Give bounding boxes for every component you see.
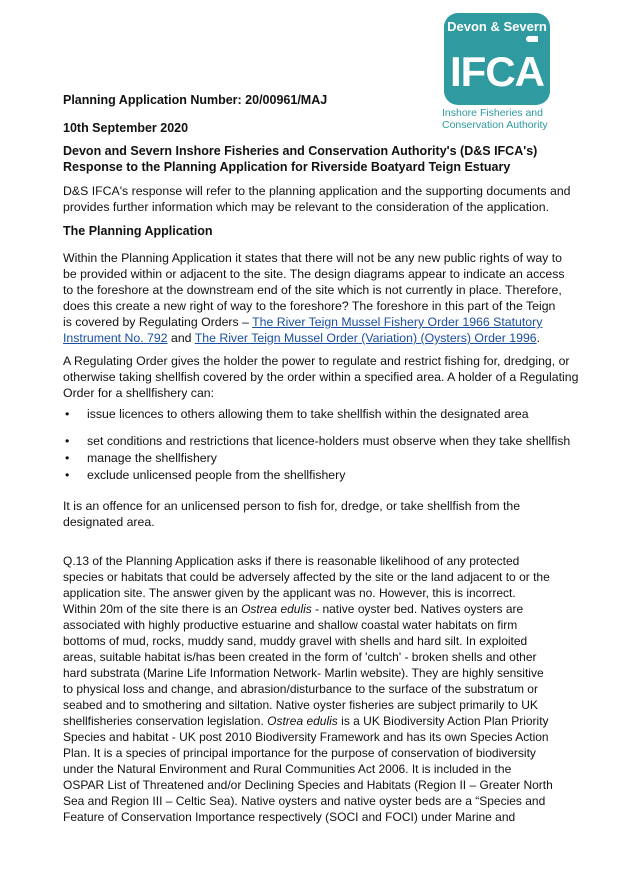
response-title-line-2: Response to the Planning Application for Riverside Boatyard Teign Estuary xyxy=(63,160,511,174)
document-date: 10th September 2020 xyxy=(63,121,189,135)
p4-line-4 xyxy=(63,601,553,617)
mussel-fishery-order-link[interactable]: The River Teign Mussel Fishery Order 1966 Statutory xyxy=(252,315,543,329)
p4-line-7: areas, suitable habitat is/has been created in the form of 'cultch' - broken shells and other xyxy=(63,650,537,664)
species-name: Ostrea edulis xyxy=(267,714,338,728)
p4-line-4-post: - native oyster bed. Natives oysters are xyxy=(311,602,524,616)
offence-paragraph xyxy=(63,498,520,530)
p2-line-2: otherwise taking shellfish covered by the order within a specified area. A holder of a Regulating xyxy=(63,370,579,384)
p1-line-3: to the foreshore at the downstream end of the site which is not currently in place. Therefore, xyxy=(63,283,562,297)
p1-line-5-text: is covered by Regulating Orders – xyxy=(63,315,253,329)
p2-line-3: Order for a shellfishery can: xyxy=(63,386,215,400)
mussel-variation-order-link[interactable]: The River Teign Mussel Order (Variation) (Oysters) Order 1996 xyxy=(194,331,537,345)
species-name: Ostrea edulis xyxy=(241,602,312,616)
p3-line-2: designated area. xyxy=(63,515,155,529)
oyster-paragraph xyxy=(63,553,553,825)
p2-line-1: A Regulating Order gives the holder the power to regulate and restrict fishing for, dredging, or xyxy=(63,354,570,368)
p4-line-1: Q.13 of the Planning Application asks if there is reasonable likelihood of any protected xyxy=(63,554,520,568)
p4-line-11-post: is a UK Biodiversity Action Plan Priority xyxy=(337,714,549,728)
p4-line-3: application site. The answer given by the applicant was no. However, this is incorrect. xyxy=(63,586,516,600)
planning-paragraph xyxy=(63,250,565,346)
application-number: Planning Application Number: 20/00961/MAJ xyxy=(63,93,328,107)
p4-line-11-pre: shellfisheries conservation legislation. xyxy=(63,714,268,728)
p4-line-10: seabed and to smothering and siltation. Native oyster fisheries are subject primarily to UK xyxy=(63,698,538,712)
logo-top-text: Devon & Severn xyxy=(447,19,547,34)
p4-line-2: species or habitats that could be adversely affected by the site or the land adjacent to or the xyxy=(63,570,550,584)
p4-line-12: Species and habitat - UK post 2010 Biodiversity Framework and has its own Species Action xyxy=(63,730,549,744)
logo-subtitle-line-1: Inshore Fisheries and xyxy=(442,107,543,119)
p1-line-1: Within the Planning Application it states that there will not be any new public rights of way to xyxy=(63,251,562,265)
list-item: • manage the shellfishery xyxy=(63,450,583,466)
p4-line-9: to physical loss and change, and abrasion/disturbance to the surface of the substratum or xyxy=(63,682,538,696)
p4-line-6: bottoms of mud, rocks, muddy sand, muddy gravel with shells and hard silt. In exploited xyxy=(63,634,528,648)
p4-line-14: under the Natural Environment and Rural Communities Act 2006. It is included in the xyxy=(63,762,512,776)
p4-line-5: associated with highly productive estuarine and shallow coastal water habitats on firm xyxy=(63,618,518,632)
intro-line-2: provides further information which may be relevant to the consideration of the application. xyxy=(63,200,549,214)
p4-line-15: OSPAR List of Threatened and/or Declining Species and Habitats (Region II – Greater North xyxy=(63,778,553,792)
logo-subtitle-line-2: Conservation Authority xyxy=(442,119,548,131)
response-title xyxy=(63,143,537,175)
section-title: The Planning Application xyxy=(63,224,213,238)
intro-line-1: D&S IFCA's response will refer to the planning application and the supporting documents and xyxy=(63,184,571,198)
p4-line-13: Plan. It is a species of principal importance for the purpose of conservation of biodiversity xyxy=(63,746,536,760)
p1-line-5 xyxy=(63,314,565,330)
regulating-order-paragraph xyxy=(63,353,578,401)
list-item: • set conditions and restrictions that licence-holders must observe when they take shellfish xyxy=(63,433,583,449)
p1-line-4: does this create a new right of way to the foreshore? The foreshore in this part of the Teign xyxy=(63,299,556,313)
logo-subtitle xyxy=(442,107,562,131)
p4-line-17: Feature of Conservation Importance respectively (SOCI and FOCI) under Marine and xyxy=(63,810,516,824)
response-title-line-1: Devon and Severn Inshore Fisheries and Conservation Authority's (D&S IFCA's) xyxy=(63,144,538,158)
list-item: • issue licences to others allowing them to take shellfish within the designated area xyxy=(63,406,583,422)
p4-line-4-pre: Within 20m of the site there is an xyxy=(63,602,242,616)
p1-line-6 xyxy=(63,330,565,346)
p4-line-16: Sea and Region III – Celtic Sea). Native oysters and native oyster beds are a “Species and xyxy=(63,794,546,808)
p1-and: and xyxy=(167,331,195,345)
logo-big-text: IFCA xyxy=(450,48,544,95)
p1-end: . xyxy=(536,331,541,345)
p4-line-11 xyxy=(63,713,553,729)
mussel-fishery-order-link-cont[interactable]: Instrument No. 792 xyxy=(63,331,168,345)
p1-line-2: be provided within or adjacent to the site. The design diagrams appear to indicate an access xyxy=(63,267,565,281)
p3-line-1: It is an offence for an unlicensed person to fish for, dredge, or take shellfish from the xyxy=(63,499,521,513)
shellfishery-powers-list xyxy=(63,406,583,483)
intro-paragraph xyxy=(63,183,571,215)
p4-line-8: hard substrata (Marine Life Information Network- Marlin website). They are highly sensitive xyxy=(63,666,544,680)
list-item: • exclude unlicensed people from the shellfishery xyxy=(63,467,583,483)
